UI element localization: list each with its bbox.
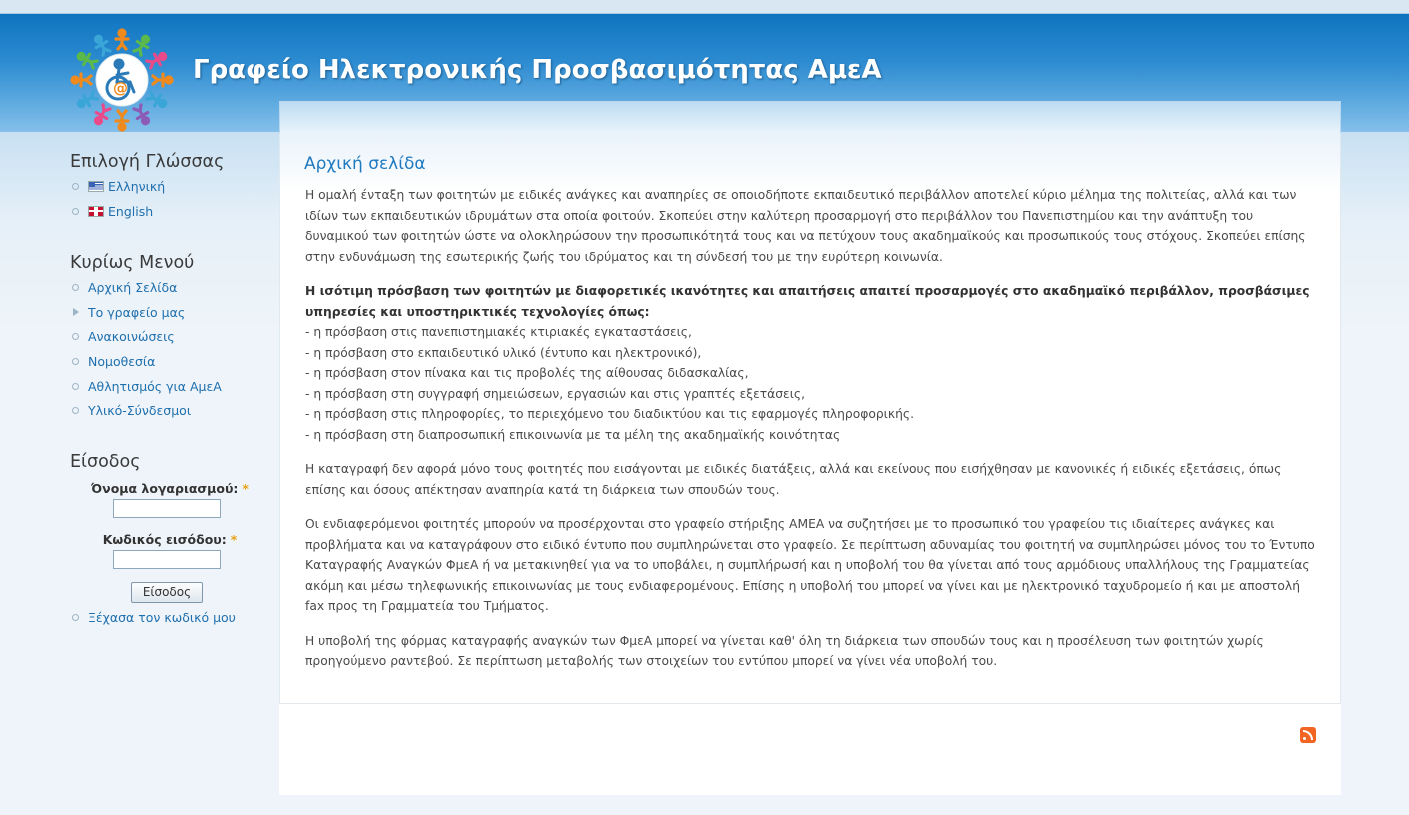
required-marker: * bbox=[242, 480, 249, 496]
list-item: - η πρόσβαση στις πανεπιστημιακές κτιριακές εγκαταστάσεις, bbox=[305, 325, 692, 339]
site-logo[interactable] bbox=[68, 26, 176, 134]
required-marker: * bbox=[230, 531, 238, 547]
content-top-bar bbox=[279, 101, 1341, 133]
menu-link-home[interactable]: Αρχική Σελίδα bbox=[88, 280, 178, 296]
greek-flag-icon bbox=[88, 181, 104, 192]
username-input[interactable] bbox=[113, 499, 221, 518]
login-links bbox=[70, 609, 270, 634]
language-block-title: Επιλογή Γλώσσας bbox=[70, 152, 225, 172]
language-item-english bbox=[70, 203, 270, 228]
login-button[interactable]: Είσοδος bbox=[131, 582, 203, 603]
username-label-text: Όνομα λογαριασμού: bbox=[91, 480, 239, 496]
main-menu-title: Κυρίως Μενού bbox=[70, 253, 195, 274]
menu-link-legislation[interactable]: Νομοθεσία bbox=[88, 353, 156, 369]
menu-item-links bbox=[70, 402, 270, 427]
svg-text:@: @ bbox=[113, 79, 128, 97]
username-label bbox=[70, 481, 270, 496]
main-menu bbox=[70, 279, 270, 427]
registration-paragraph: Η καταγραφή δεν αφορά μόνο τους φοιτητές που εισάγονται με ειδικές διατάξεις, αλλά και εκείνους που εισήχθησαν με κανονικές ή ειδικές εξετάσεις, όπως επίσης και όσους απέκτησαν αναπηρία κατά τη διάρκεια των σπουδών τους. bbox=[305, 462, 1282, 497]
forgot-password-link[interactable]: Ξέχασα τον κωδικό μου bbox=[88, 609, 236, 625]
main-menu-block bbox=[70, 253, 270, 427]
menu-link-announcements[interactable]: Ανακοινώσεις bbox=[88, 329, 175, 345]
top-strip bbox=[0, 0, 1409, 14]
menu-link-office[interactable]: Το γραφείο μας bbox=[88, 304, 186, 320]
menu-item-office bbox=[70, 304, 270, 329]
access-list bbox=[305, 322, 1317, 445]
language-list bbox=[70, 178, 270, 227]
access-heading: Η ισότιμη πρόσβαση των φοιτητών με διαφορετικές ικανότητες και απαιτήσεις απαιτεί προσαρμογές στο ακαδημαϊκό περιβάλλον, προσβάσιμες υπηρεσίες και υποστηρικτικές τεχνολογίες όπως: bbox=[305, 284, 1310, 319]
office-paragraph: Οι ενδιαφερόμενοι φοιτητές μπορούν να προσέρχονται στο γραφείο στήριξης ΑΜΕΑ να συζητήσει με το προσωπικό του γραφείου τις ιδιαίτερες ανάγκες και προβλήματα και να καταγράφουν στο ειδικό έντυπο που συμπληρώνεται στο γραφείο. Σε περίπτωση αδυναμίας του φοιτητή να συμπληρώσει μόνος του το Έντυπο Καταγραφής Αναγκών ΦμεΑ ή να μετακινηθεί για να το υποβάλει, η συμπλήρωσή και η υποβολή του θα γίνεται από τους αρμόδιους υπαλλήλους της Γραμματείας ακόμη και μέσω τηλεφωνικής επικοινωνίας με τους ενδιαφερομένους. Επίσης η υποβολή του μπορεί να γίνει και με ηλεκτρονικό ταχυδρομείο ή και με αποστολή fax προς τη Γραμματεία του Τμήματος. bbox=[305, 517, 1315, 613]
list-item: - η πρόσβαση στο εκπαιδευτικό υλικό (έντυπο και ηλεκτρονικό), bbox=[305, 345, 702, 360]
menu-item-home bbox=[70, 279, 270, 304]
language-label: Ελληνική bbox=[108, 179, 166, 194]
children-ring-icon bbox=[72, 30, 172, 130]
password-input[interactable] bbox=[113, 550, 221, 569]
list-item: - η πρόσβαση στις πληροφορίες, το περιεχόμενο του διαδικτύου και τις εφαρμογές πληροφορικής. bbox=[305, 407, 914, 421]
site-name[interactable]: Γραφείο Ηλεκτρονικής Προσβασιμότητας ΑμεΑ bbox=[193, 55, 882, 85]
language-label: English bbox=[108, 203, 154, 219]
access-requirements bbox=[305, 281, 1317, 445]
language-item-greek bbox=[70, 178, 270, 203]
menu-link-sports[interactable]: Αθλητισμός για ΑμεΑ bbox=[88, 378, 222, 394]
login-title: Είσοδος bbox=[70, 451, 141, 472]
password-label-text: Κωδικός εισόδου: bbox=[102, 531, 227, 547]
main-body bbox=[305, 185, 1317, 686]
intro-paragraph: Η ομαλή ένταξη των φοιτητών με ειδικές ανάγκες και αναπηρίες σε οποιοδήποτε εκπαιδευτικό περιβάλλον αποτελεί κύριο μέλημα της πολιτείας, αλλά και των ιδίων των εκπαιδευτικών ιδρυμάτων στα οποία φοιτούν. Σκοπεύει στην καλύτερη προσαρμογή στο περιβάλλον του Πανεπιστημίου και την ανάπτυξη του δυναμικού των φοιτητών ώστε να ολοκληρώσουν την προσωπικότητά τους και να πετύχουν τους ακαδημαϊκούς και προσωπικούς τους στόχους. Σκοπεύει επίσης στην ενδυνάμωση της εσωτερικής ζωής του ιδρύματος και τη σύνδεσή του με την ευρύτερη κοινωνία. bbox=[305, 188, 1306, 264]
menu-item-sports bbox=[70, 378, 270, 403]
login-block bbox=[70, 452, 270, 634]
language-link-english[interactable] bbox=[88, 204, 153, 219]
language-link-greek[interactable] bbox=[88, 179, 165, 194]
english-flag-icon bbox=[88, 206, 104, 217]
password-label bbox=[70, 532, 270, 547]
menu-link-links[interactable]: Υλικό-Σύνδεσμοι bbox=[88, 403, 192, 419]
content-footer bbox=[279, 703, 1341, 795]
list-item: - η πρόσβαση στον πίνακα και τις προβολές της αίθουσας διδασκαλίας, bbox=[305, 366, 749, 380]
menu-item-legislation bbox=[70, 353, 270, 378]
left-sidebar bbox=[70, 152, 270, 633]
language-block bbox=[70, 152, 270, 227]
submission-paragraph: Η υποβολή της φόρμας καταγραφής αναγκών των ΦμεΑ μπορεί να γίνεται καθ' όλη τη διάρκεια των σπουδών τους και η προσέλευση των φοιτητών χωρίς προηγούμενο ραντεβού. Σε περίπτωση μεταβολής των στοιχείων του εντύπου μπορεί να γίνει νέα υποβολή του. bbox=[305, 633, 1264, 668]
forgot-password-item bbox=[70, 609, 270, 634]
list-item: - η πρόσβαση στη διαπροσωπική επικοινωνία με τα μέλη της ακαδημαϊκής κοινότητας bbox=[305, 427, 841, 442]
page-title: Αρχική σελίδα bbox=[304, 154, 426, 174]
list-item: - η πρόσβαση στη συγγραφή σημειώσεων, εργασιών και στις γραπτές εξετάσεις, bbox=[305, 386, 805, 401]
menu-item-announcements bbox=[70, 328, 270, 353]
rss-feed-icon[interactable] bbox=[1300, 727, 1316, 743]
